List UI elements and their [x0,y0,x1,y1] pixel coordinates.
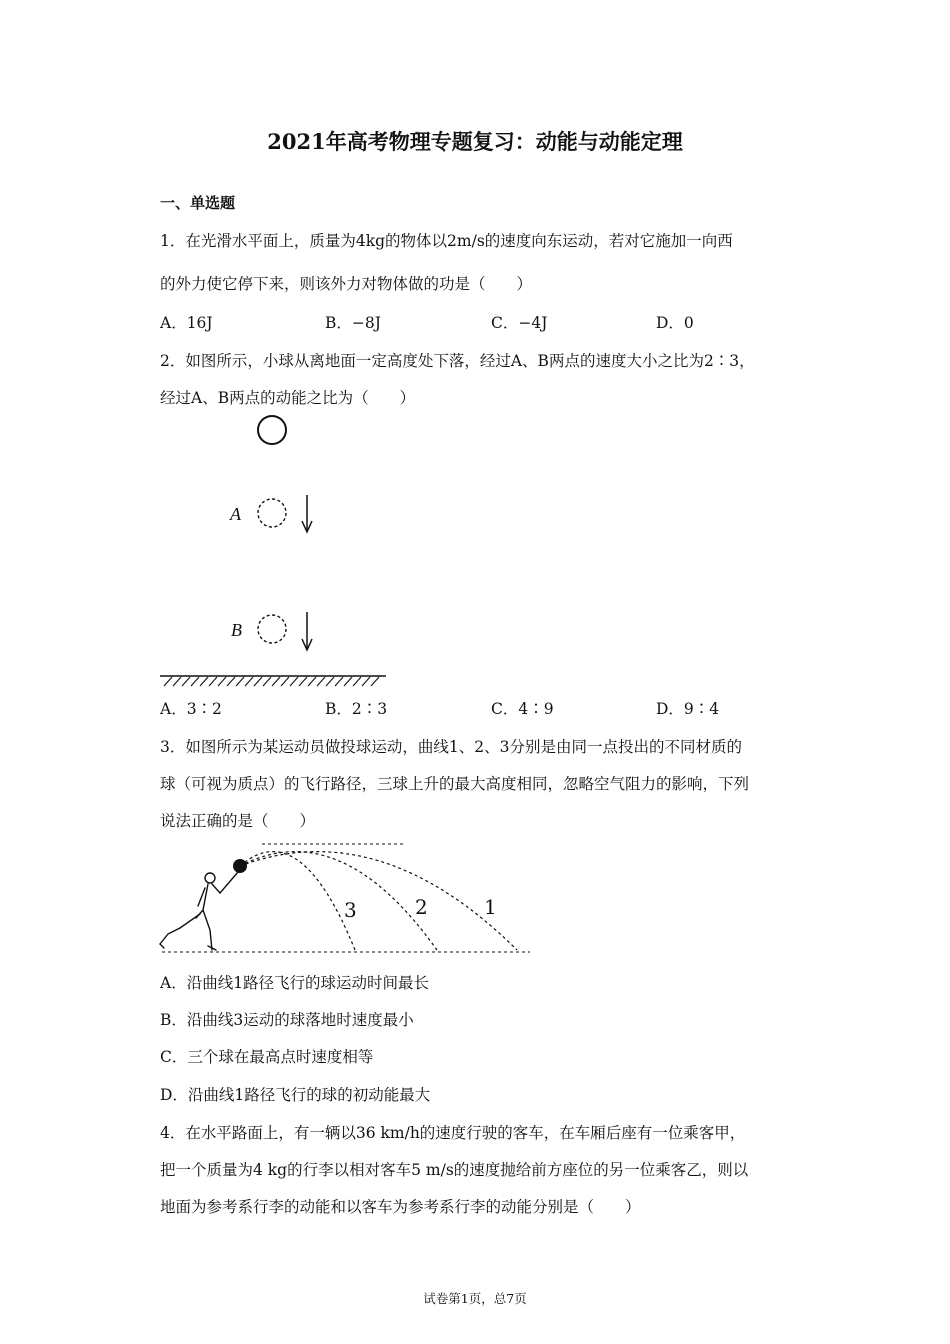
page-footer: 试卷第1页，总7页 [423,1291,527,1306]
q2-label-b: B [231,620,242,640]
q3-ball [233,859,247,873]
q2-line-2: 经过A、B两点的动能之比为（ ） [160,389,416,407]
q1-line-2: 的外力使它停下来，则该外力对物体做的功是（ ） [160,275,533,293]
q2-option-b: B．2∶3 [325,700,388,718]
q4-line-3: 地面为参考系行李的动能和以客车为参考系行李的动能分别是（ ） [160,1198,641,1216]
q3-option-a: A．沿曲线1路径飞行的球运动时间最长 [160,974,430,992]
q1-option-d: D．0 [656,314,694,332]
q3-curve-label-3: 3 [344,898,357,922]
q1-option-a: A．16J [160,314,213,332]
section-heading: 一、单选题 [160,194,236,212]
q3-curve-3 [240,852,355,950]
q2-label-a: A [230,504,241,524]
q3-line-1: 3．如图所示为某运动员做投球运动，曲线1、2、3分别是由同一点投出的不同材质的 [160,738,742,756]
q4-line-1: 4．在水平路面上，有一辆以36 km/h的速度行驶的客车，在车厢后座有一位乘客甲， [160,1124,746,1142]
q4-line-2: 把一个质量为4 kg的行李以相对客车5 m/s的速度抛给前方座位的另一位乘客乙，则以 [160,1161,749,1179]
page-title: 2021年高考物理专题复习：动能与动能定理 [267,129,683,154]
q3-option-d: D．沿曲线1路径飞行的球的初动能最大 [160,1086,431,1104]
q1-line-1: 1．在光滑水平面上，质量为4kg的物体以2m/s的速度向东运动，若对它施加一向西 [160,232,733,250]
q3-option-c: C．三个球在最高点时速度相等 [160,1048,374,1066]
q2-option-c: C．4∶9 [491,700,554,718]
q2-option-d: D．9∶4 [656,700,720,718]
q2-option-a: A．3∶2 [160,700,222,718]
q2-line-1: 2．如图所示，小球从离地面一定高度处下落，经过A、B两点的速度大小之比为2∶3， [160,352,755,370]
q3-curve-2 [240,852,437,950]
q3-option-b: B．沿曲线3运动的球落地时速度最小 [160,1011,414,1029]
q1-option-c: C．−4J [491,314,548,332]
q3-line-2: 球（可视为质点）的飞行路径，三球上升的最大高度相同，忽略空气阻力的影响，下列 [160,775,750,793]
q3-athlete [160,872,238,950]
q3-curve-label-2: 2 [415,895,428,919]
q3-line-3: 说法正确的是（ ） [160,812,316,830]
q3-curve-1 [240,852,517,950]
q3-curve-label-1: 1 [484,895,497,919]
q1-option-b: B．−8J [325,314,381,332]
